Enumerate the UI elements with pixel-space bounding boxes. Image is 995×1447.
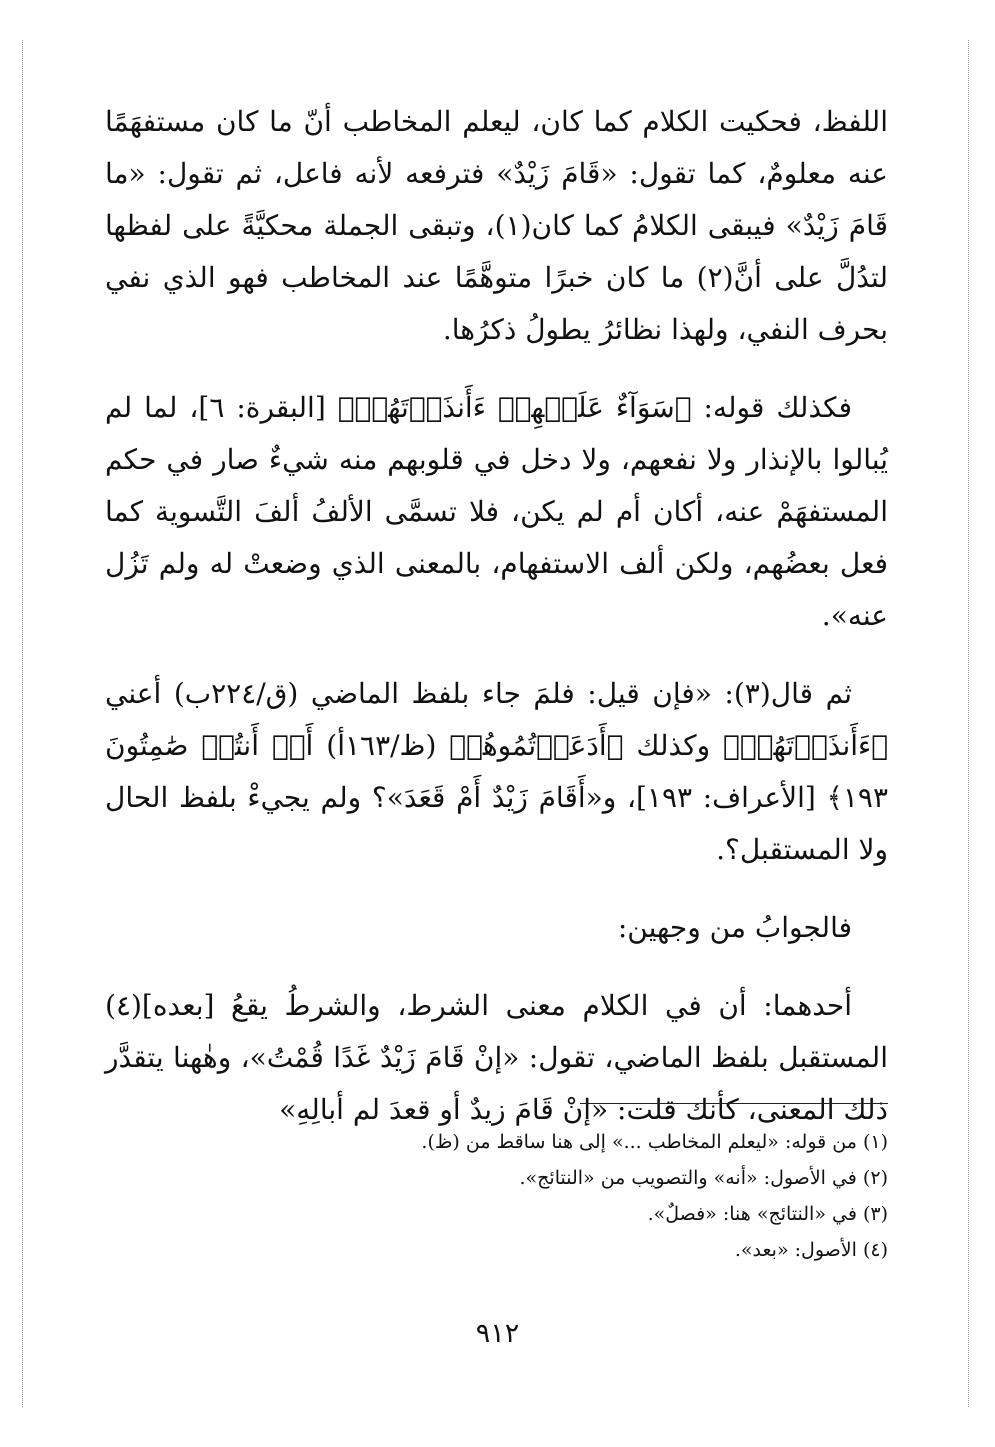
paragraph-2: فكذلك قوله: ﴿سَوَآءٌ عَلَيۡهِمۡ ءَأَنذَرۡتَهُمۡ﴾ [البقرة: ٦]، لما لم يُبالوا بالإنذار ولا نفعهم، ولا دخل في قلوبهم منه شيءٌ صار في حكم المستفهَمْ عنه، أكان أم لم يكن، فلا تسمَّى الألفُ ألفَ التَّسوية كما فعل بعضُهم، ولكن ألف الاستفهام، بالمعنى الذي وضعتْ له ولم تَزُل عنه». [105, 391, 888, 632]
paragraph-1: اللفظ، فحكيت الكلام كما كان، ليعلم المخاطب أنّ ما كان مستفهَمًا عنه معلومٌ، كما تقول: «قَامَ زَيْدٌ» فترفعه لأنه فاعل، ثم تقول: «ما قَامَ زَيْدٌ» فيبقى الكلامُ كما كان(١)، وتبقى الجملة محكيَّةً على لفظها لتدُلَّ على أنَّ(٢) ما كان خبرًا متوهَّمًا عند المخاطب فهو الذي نفي بحرف النفي، ولهذا نظائرُ يطولُ ذكرُها. [105, 105, 889, 346]
page-number: ٩١٢ [475, 1318, 520, 1349]
right-margin-dotted-line [968, 40, 969, 1407]
paragraph-3: ثم قال(٣): «فإن قيل: فلمَ جاء بلفظ الماضي (ق/٢٢٤ب) أعني ﴿ءَأَنذَرۡتَهُمۡ﴾ وكذلك ﴿أَدَعَوۡتُمُوهُمۡ (ظ/١٦٣أ) أَمۡ أَنتُمۡ صَٰمِتُونَ ١٩٣﴾ [الأعراف: ١٩٣]، و«أَقَامَ زَيْدٌ أَمْ قَعَدَ»؟ ولم يجيءْ بلفظ الحال ولا المستقبل؟. [105, 677, 888, 866]
footnote-separator [580, 1103, 888, 1104]
footnote-4: (٤) الأصول: «بعد». [734, 1239, 888, 1261]
paragraph-4: فالجوابُ من وجهين: [617, 911, 852, 944]
footnote-1: (١) من قوله: «ليعلم المخاطب ...» إلى هنا ساقط من (ظ). [421, 1131, 888, 1153]
footnote-2: (٢) في الأصول: «أنه» والتصويب من «النتائج». [519, 1167, 888, 1189]
footnote-3: (٣) في «النتائج» هنا: «فصلٌ». [647, 1203, 888, 1225]
footnotes [105, 1124, 888, 1268]
left-margin-dotted-line [22, 40, 23, 1407]
paragraph-5: أحدهما: أن في الكلام معنى الشرط، والشرطُ يقعُ [بعده](٤) المستقبل بلفظ الماضي، تقول: «إنْ قَامَ زَيْدٌ غَدًا قُمْتُ»، وهٰهنا يتقدَّر ذلك المعنى، كأنك قلت: «إنْ قَامَ زيدٌ أو قعدَ لم أبالِهِ» [105, 989, 888, 1126]
main-text [105, 96, 888, 1162]
